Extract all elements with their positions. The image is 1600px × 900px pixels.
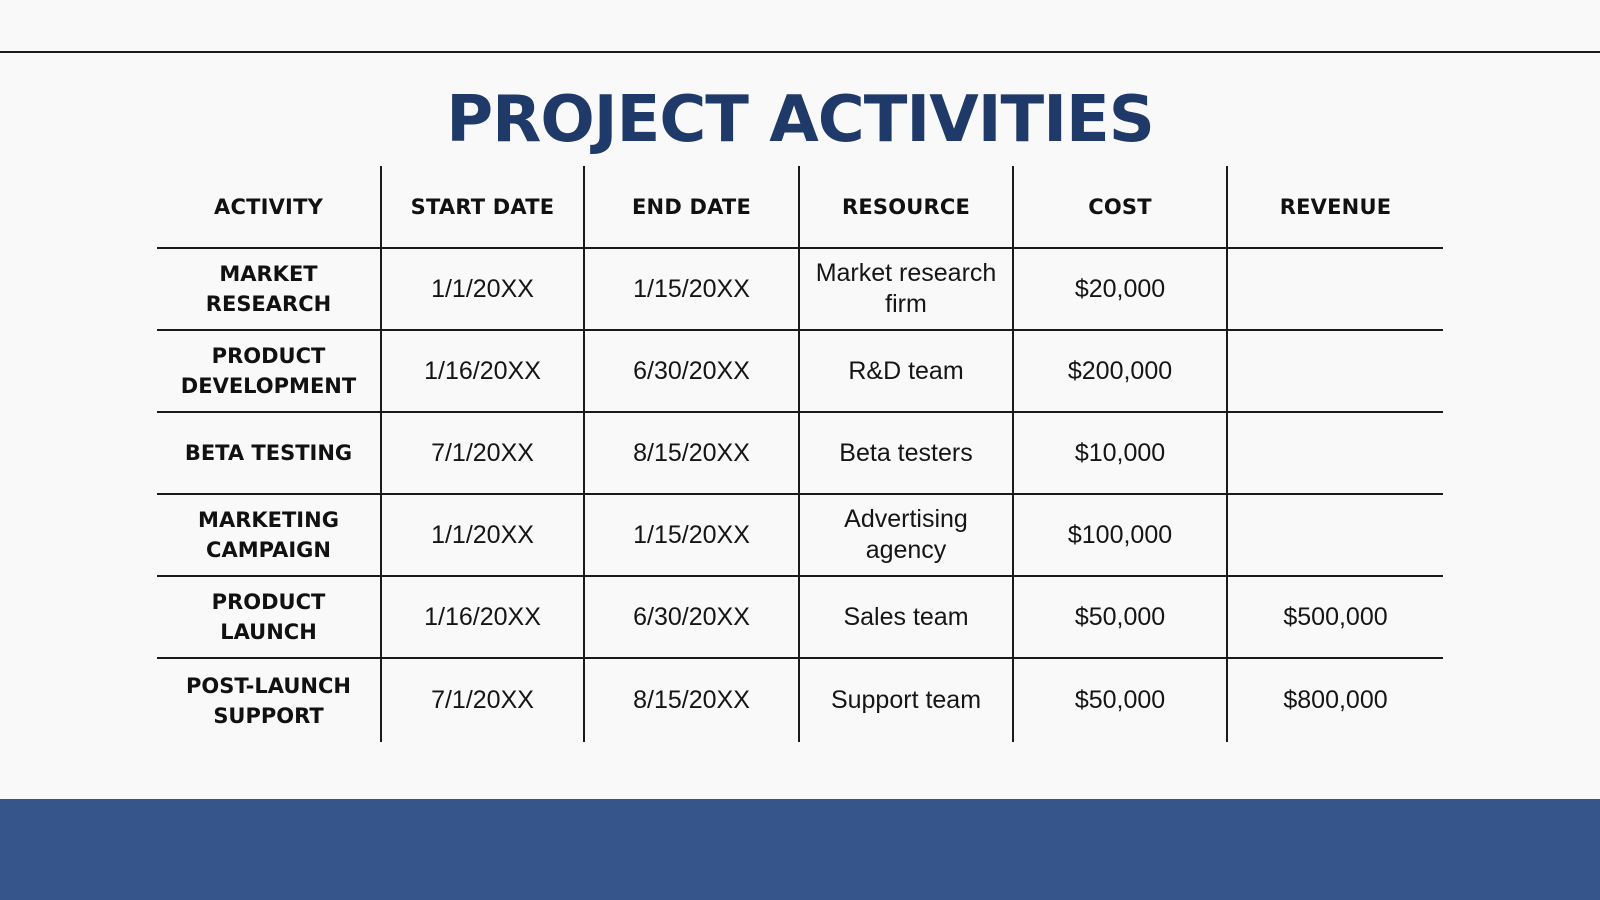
cell-cost xyxy=(1014,659,1228,742)
end-date-value: 6/30/20XX xyxy=(633,602,750,631)
cell-revenue xyxy=(1228,577,1443,657)
footer-band xyxy=(0,799,1600,900)
top-divider-line xyxy=(0,51,1600,53)
end-date-value: 1/15/20XX xyxy=(633,274,750,303)
cell-start-date xyxy=(382,659,585,742)
cell-start-date xyxy=(382,331,585,411)
activity-label: PRODUCT LAUNCH xyxy=(211,590,326,644)
start-date-value: 7/1/20XX xyxy=(431,686,534,714)
cell-resource xyxy=(800,659,1014,742)
cost-value: $10,000 xyxy=(1074,438,1166,467)
header-label: RESOURCE xyxy=(841,194,971,219)
table-header-row xyxy=(157,166,1443,249)
cell-resource xyxy=(800,413,1014,493)
cell-activity xyxy=(157,413,382,493)
table-row xyxy=(157,659,1443,742)
cell-end-date xyxy=(585,331,800,411)
cell-resource xyxy=(800,331,1014,411)
cell-revenue xyxy=(1228,413,1443,493)
cell-activity xyxy=(157,249,382,329)
start-date-value: 7/1/20XX xyxy=(431,438,534,467)
activity-label: POST-LAUNCH SUPPORT xyxy=(186,673,351,728)
table-row xyxy=(157,331,1443,413)
start-date-value: 1/16/20XX xyxy=(424,602,541,631)
cell-activity xyxy=(157,577,382,657)
cell-revenue xyxy=(1228,659,1443,742)
resource-value: Support team xyxy=(830,686,982,714)
cell-start-date xyxy=(382,577,585,657)
resource-value: Sales team xyxy=(843,602,969,631)
cell-cost xyxy=(1014,577,1228,657)
table-row xyxy=(157,577,1443,659)
project-activities-table xyxy=(157,166,1443,742)
cell-end-date xyxy=(585,249,800,329)
header-end-date xyxy=(585,166,800,247)
header-label: START DATE xyxy=(410,194,555,219)
cost-value: $50,000 xyxy=(1074,686,1166,714)
header-resource xyxy=(800,166,1014,247)
cell-resource xyxy=(800,249,1014,329)
end-date-value: 8/15/20XX xyxy=(633,686,750,714)
cell-revenue xyxy=(1228,331,1443,411)
header-cost xyxy=(1014,166,1228,247)
cell-end-date xyxy=(585,659,800,742)
cell-resource xyxy=(800,495,1014,575)
activity-label: MARKET RESEARCH xyxy=(205,262,332,316)
resource-value: R&D team xyxy=(848,356,964,385)
cell-activity xyxy=(157,331,382,411)
cell-cost xyxy=(1014,249,1228,329)
cell-start-date xyxy=(382,413,585,493)
start-date-value: 1/16/20XX xyxy=(424,356,541,385)
slide-title: PROJECT ACTIVITIES xyxy=(446,83,1154,157)
table-row xyxy=(157,495,1443,577)
revenue-value: $800,000 xyxy=(1283,686,1388,714)
cell-revenue xyxy=(1228,249,1443,329)
header-label: ACTIVITY xyxy=(214,194,323,219)
revenue-value: $500,000 xyxy=(1283,602,1388,631)
header-revenue xyxy=(1228,166,1443,247)
start-date-value: 1/1/20XX xyxy=(431,520,534,549)
activity-label: MARKETING CAMPAIGN xyxy=(198,508,339,562)
cell-end-date xyxy=(585,577,800,657)
cell-cost xyxy=(1014,331,1228,411)
cell-start-date xyxy=(382,495,585,575)
resource-value: Beta testers xyxy=(839,438,973,467)
cell-revenue xyxy=(1228,495,1443,575)
table-row xyxy=(157,249,1443,331)
cell-cost xyxy=(1014,495,1228,575)
cell-activity xyxy=(157,495,382,575)
header-activity xyxy=(157,166,382,247)
resource-value: Market research firm xyxy=(815,259,997,318)
cost-value: $20,000 xyxy=(1074,274,1166,303)
cell-end-date xyxy=(585,413,800,493)
end-date-value: 1/15/20XX xyxy=(633,520,750,549)
cell-start-date xyxy=(382,249,585,329)
header-label: REVENUE xyxy=(1279,194,1392,219)
table-row xyxy=(157,413,1443,495)
cost-value: $50,000 xyxy=(1074,602,1166,631)
cell-end-date xyxy=(585,495,800,575)
end-date-value: 6/30/20XX xyxy=(633,356,750,385)
cost-value: $100,000 xyxy=(1067,520,1173,549)
start-date-value: 1/1/20XX xyxy=(431,274,534,303)
cell-cost xyxy=(1014,413,1228,493)
cell-resource xyxy=(800,577,1014,657)
header-label: COST xyxy=(1088,194,1152,219)
header-start-date xyxy=(382,166,585,247)
activity-label: PRODUCT DEVELOPMENT xyxy=(180,344,357,398)
end-date-value: 8/15/20XX xyxy=(633,438,750,467)
activity-label: BETA TESTING xyxy=(184,441,353,465)
cost-value: $200,000 xyxy=(1067,356,1173,385)
header-label: END DATE xyxy=(632,194,751,219)
cell-activity xyxy=(157,659,382,742)
resource-value: Advertising agency xyxy=(844,505,968,564)
